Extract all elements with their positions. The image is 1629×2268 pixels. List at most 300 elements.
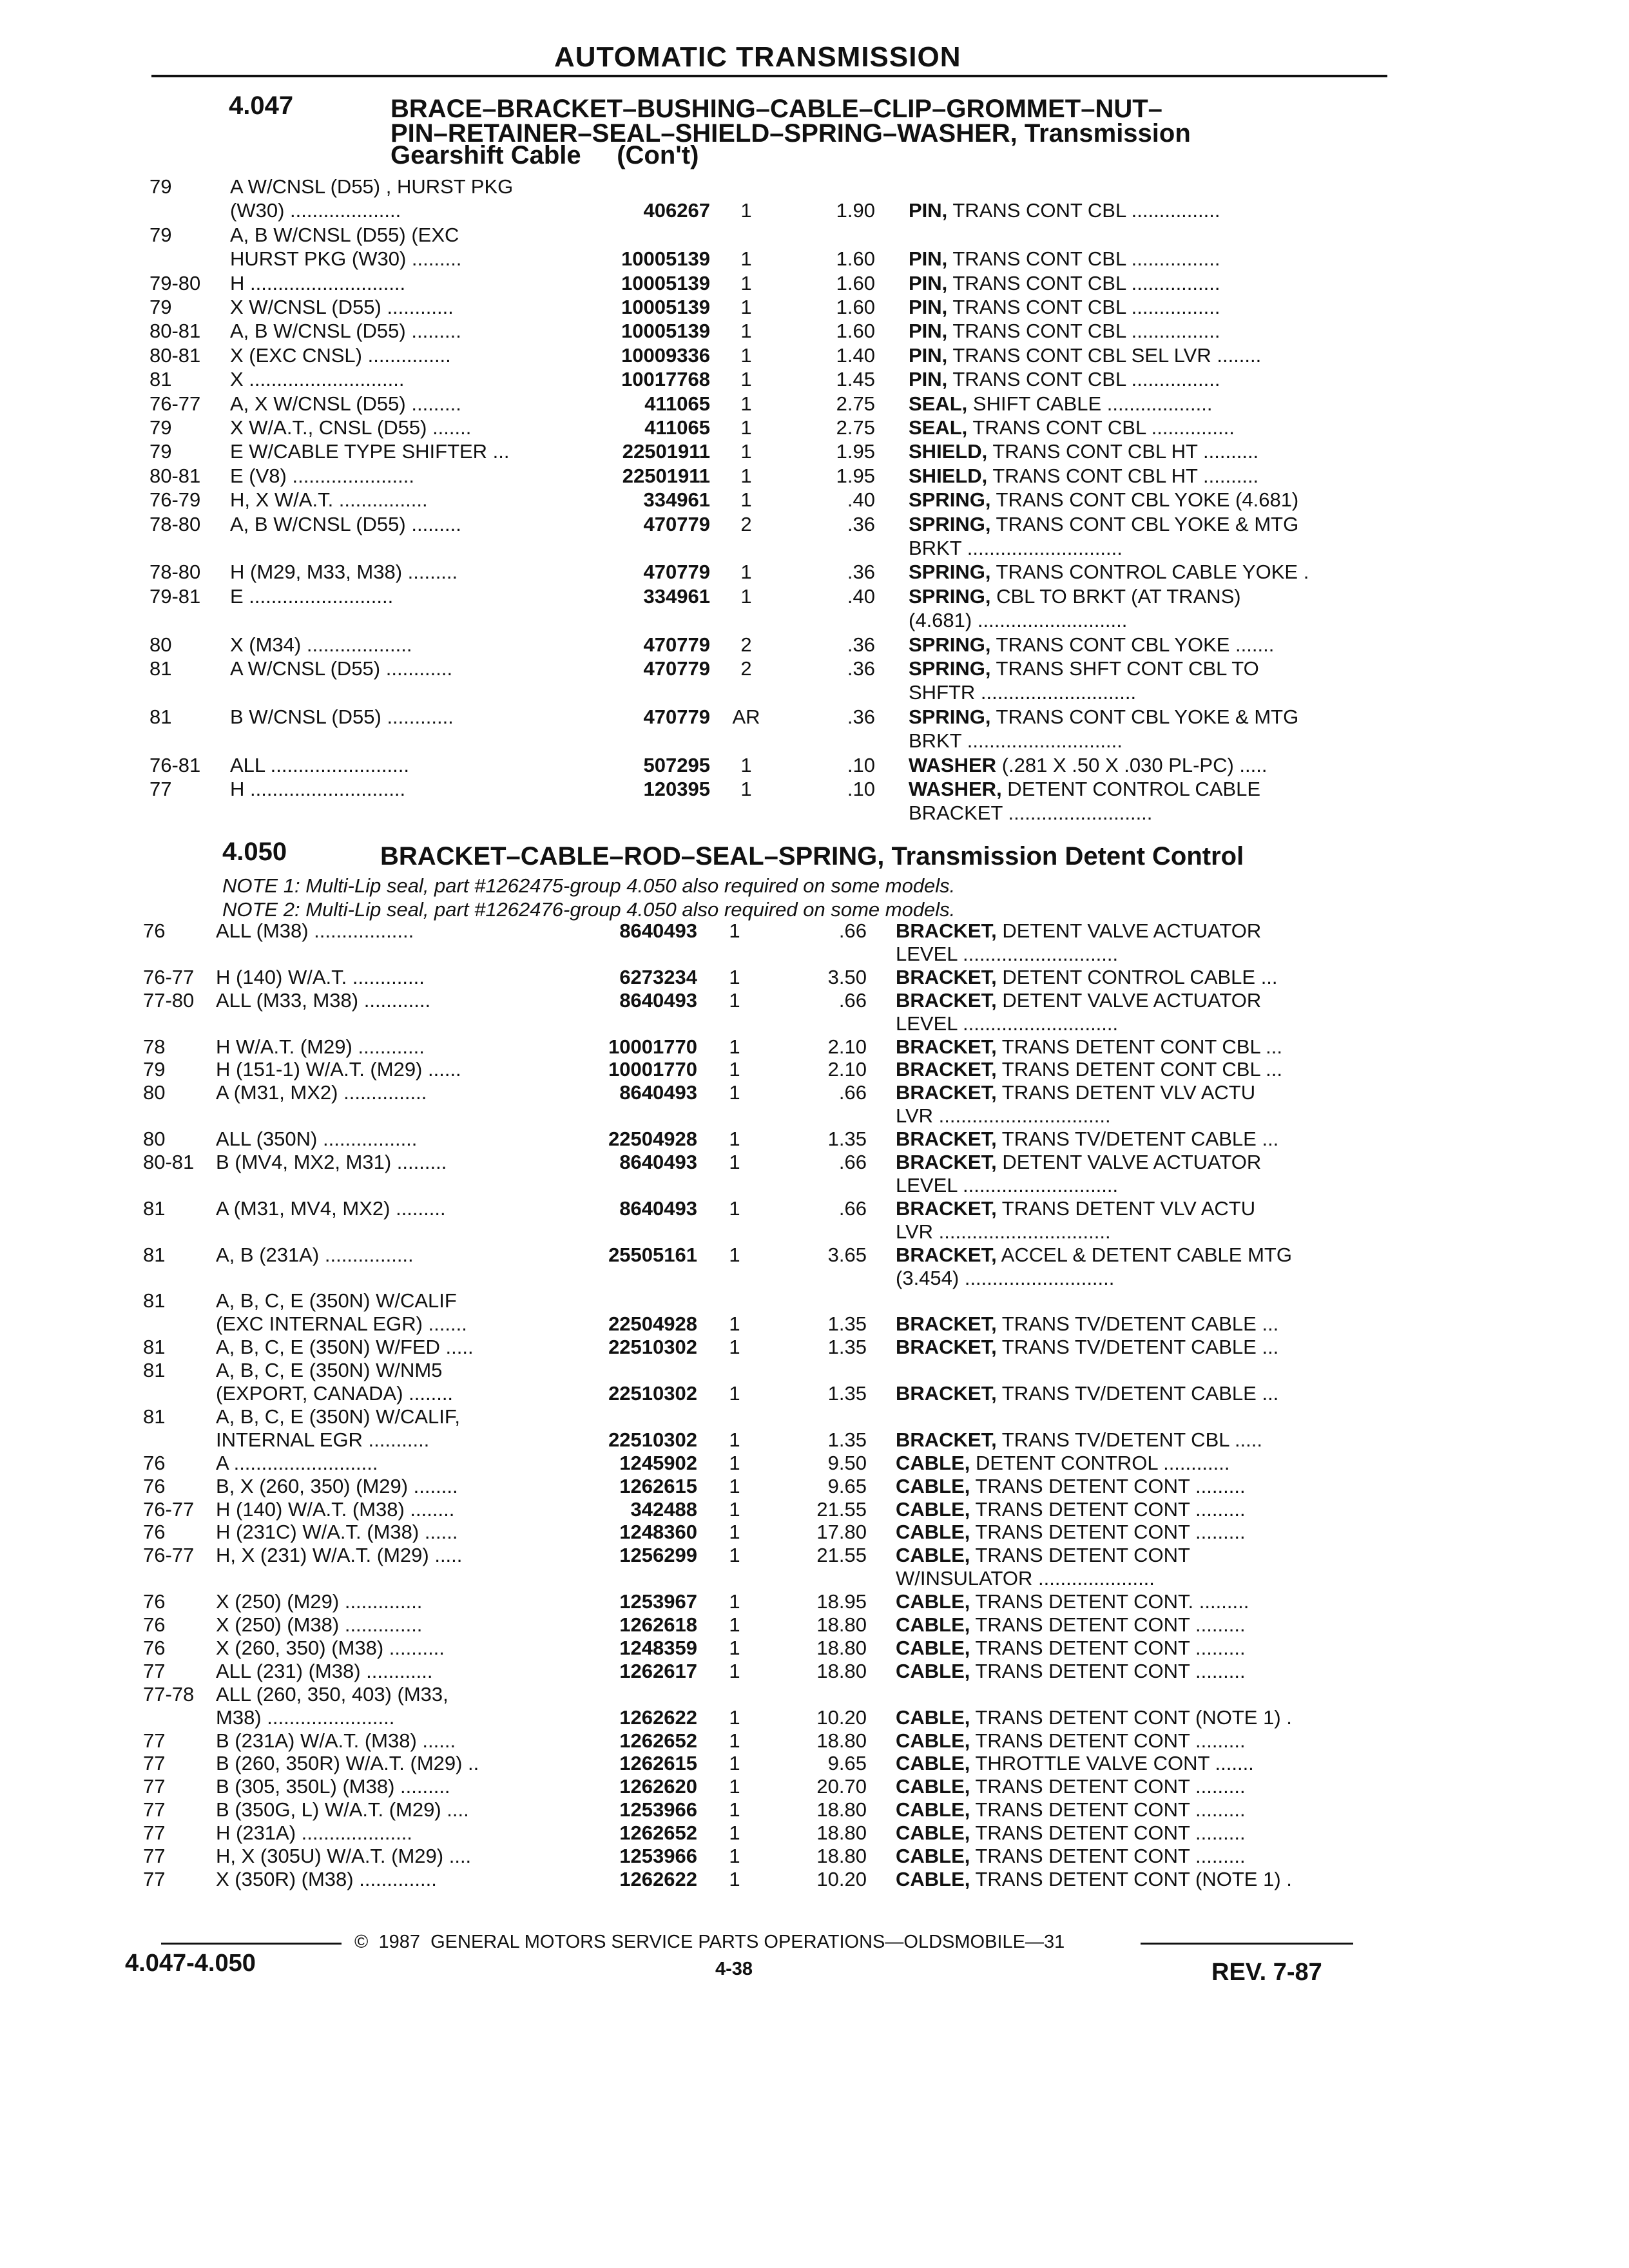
row-price: 18.80 (816, 1821, 867, 1845)
row-year: 80-81 (143, 1151, 195, 1173)
table-row (0, 609, 1629, 635)
row-part-number: 10009336 (621, 343, 710, 367)
row-part-number: 470779 (643, 633, 710, 656)
row-description-text: TRANS TV/DETENT CABLE ... (996, 1128, 1279, 1151)
row-description-keyword: CABLE, (896, 1613, 970, 1636)
row-description (896, 1035, 1366, 1059)
row-year: 81 (149, 705, 172, 728)
row-description (909, 681, 1379, 704)
row-description (896, 1104, 1366, 1128)
row-quantity: 1 (729, 1058, 740, 1081)
row-description (896, 1821, 1366, 1845)
row-description-keyword: CABLE, (896, 1845, 970, 1867)
row-quantity: 1 (729, 1382, 740, 1405)
section-title-4050: BRACKET–CABLE–ROD–SEAL–SPRING, Transmission Detent Control (380, 842, 1244, 870)
row-description-keyword: CABLE, (896, 1544, 970, 1567)
row-quantity: 1 (740, 343, 752, 367)
row-description-text: DETENT VALVE ACTUATOR (996, 988, 1262, 1012)
row-description (896, 1845, 1366, 1868)
table-row (0, 1289, 1629, 1315)
row-application: A, B, C, E (350N) W/CALIF (216, 1289, 457, 1312)
row-description (909, 729, 1379, 753)
row-description-text: TRANS TV/DETENT CABLE ... (996, 1382, 1279, 1405)
row-description-keyword: PIN, (909, 343, 948, 367)
row-quantity: 1 (729, 1775, 740, 1798)
row-application: H W/A.T. (M29) ............ (216, 1035, 425, 1058)
row-description-keyword: SEAL, (909, 416, 968, 439)
row-description-keyword: CABLE, (896, 1798, 970, 1821)
row-application: ALL ......................... (230, 753, 409, 776)
row-description (896, 1081, 1366, 1104)
table-row (0, 561, 1629, 586)
row-year: 76-79 (149, 488, 201, 512)
row-part-number: 22501911 (622, 464, 710, 487)
row-year: 80 (143, 1128, 166, 1151)
row-price: .40 (847, 584, 875, 608)
row-description-text: TRANS DETENT CONT ......... (970, 1521, 1246, 1544)
row-year: 81 (143, 1289, 166, 1312)
row-description-text: TRANS CONT CBL ................ (947, 199, 1220, 222)
row-part-number: 1262652 (619, 1729, 697, 1752)
table-row (0, 754, 1629, 780)
row-description-text: TRANS CONT CBL SEL LVR ........ (947, 343, 1262, 367)
row-description-text: TRANS DETENT CONT. ......... (970, 1590, 1249, 1613)
row-quantity: 1 (729, 1196, 740, 1220)
row-year: 76-77 (143, 1544, 195, 1567)
row-description-text: CBL TO BRKT (AT TRANS) (990, 584, 1241, 608)
row-price: .36 (847, 705, 875, 728)
row-quantity: 1 (729, 1613, 740, 1636)
row-description (909, 609, 1379, 632)
row-price: .40 (847, 488, 875, 512)
row-part-number: 507295 (643, 753, 710, 776)
table-row (0, 1405, 1629, 1431)
row-application: B (MV4, MX2, M31) ......... (216, 1151, 447, 1173)
table-row (0, 706, 1629, 731)
row-description-text: TRANS DETENT CONT (NOTE 1) . (970, 1706, 1292, 1729)
row-application: (EXPORT, CANADA) ........ (216, 1382, 454, 1405)
row-year: 76 (143, 1474, 166, 1497)
row-price: 18.80 (816, 1845, 867, 1867)
row-price: .10 (847, 753, 875, 776)
table-row (0, 513, 1629, 539)
row-application: E .......................... (230, 584, 394, 608)
row-part-number: 1262622 (619, 1706, 697, 1729)
row-quantity: 1 (729, 1544, 740, 1567)
row-description-text: TRANS TV/DETENT CABLE ... (996, 1312, 1279, 1336)
row-year: 76-77 (143, 1497, 195, 1521)
row-description-text: TRANS TV/DETENT CBL ..... (996, 1428, 1263, 1451)
table-row (0, 1174, 1629, 1200)
row-quantity: 1 (740, 392, 752, 415)
row-description-text: LEVEL ............................ (896, 1012, 1119, 1035)
row-price: 1.95 (836, 440, 875, 463)
table-row (0, 1267, 1629, 1293)
row-price: 1.60 (836, 247, 875, 271)
row-quantity: 1 (729, 1821, 740, 1845)
row-year: 81 (149, 657, 172, 680)
row-description-keyword: BRACKET, (896, 1428, 997, 1451)
table-row (0, 1428, 1629, 1454)
section-title-line2: PIN–RETAINER–SEAL–SHIELD–SPRING–WASHER, Transmission (390, 119, 1191, 148)
row-application: H (140) W/A.T. (M38) ........ (216, 1497, 455, 1521)
row-application: A, X W/CNSL (D55) ......... (230, 392, 461, 415)
row-description (896, 1544, 1366, 1567)
row-quantity: 1 (729, 1729, 740, 1752)
row-description (909, 802, 1379, 825)
row-price: 18.80 (816, 1798, 867, 1821)
row-description-text: SHIFT CABLE ................... (967, 392, 1213, 415)
row-description-keyword: SPRING, (909, 512, 991, 535)
table-row (0, 1359, 1629, 1385)
row-description-text: TRANS CONT CBL HT .......... (987, 464, 1259, 487)
row-application: H, X W/A.T. ................ (230, 488, 428, 512)
table-row (0, 392, 1629, 418)
row-description-keyword: PIN, (909, 271, 948, 294)
row-price: 18.80 (816, 1659, 867, 1682)
row-quantity: 1 (740, 199, 752, 222)
row-description-text: TRANS CONT CBL ................ (947, 271, 1220, 294)
row-description (909, 585, 1379, 608)
row-price: 1.60 (836, 296, 875, 318)
table-row (0, 1613, 1629, 1639)
row-quantity: 1 (729, 965, 740, 988)
row-description-text: LEVEL ............................ (896, 942, 1119, 965)
row-description-keyword: CABLE, (896, 1636, 970, 1659)
row-description (909, 513, 1379, 536)
row-quantity: 1 (740, 753, 752, 776)
footer-rule-right (1141, 1943, 1353, 1945)
row-price: 17.80 (816, 1521, 867, 1544)
row-quantity: 1 (740, 561, 752, 584)
row-price: 1.60 (836, 320, 875, 343)
row-description (896, 1058, 1366, 1081)
row-description-text: (.281 X .50 X .030 PL-PC) ..... (996, 753, 1268, 776)
row-description (896, 1244, 1366, 1267)
row-description-keyword: BRACKET, (896, 1336, 997, 1359)
note-1: NOTE 1: Multi-Lip seal, part #1262475-group 4.050 also required on some models. (222, 874, 956, 897)
row-application: H (231C) W/A.T. (M38) ...... (216, 1521, 458, 1544)
row-description-keyword: SPRING, (909, 657, 991, 680)
row-description-keyword: CABLE, (896, 1590, 970, 1613)
row-year: 77 (143, 1867, 166, 1890)
table-row (0, 320, 1629, 345)
row-price: 1.35 (827, 1128, 867, 1151)
row-price: 20.70 (816, 1775, 867, 1798)
row-description-keyword: SPRING, (909, 584, 991, 608)
row-description-text: DETENT VALVE ACTUATOR (996, 1151, 1262, 1173)
row-description (909, 344, 1379, 367)
row-application: (EXC INTERNAL EGR) ....... (216, 1312, 467, 1336)
table-row (0, 1798, 1629, 1824)
row-description-keyword: BRACKET, (896, 1382, 997, 1405)
row-description (909, 465, 1379, 488)
row-description (909, 416, 1379, 439)
row-price: 21.55 (816, 1544, 867, 1567)
row-year: 76 (143, 1613, 166, 1636)
row-application: A, B W/CNSL (D55) (EXC (230, 223, 459, 246)
table-row (0, 966, 1629, 992)
row-price: .10 (847, 778, 875, 800)
row-quantity: 2 (740, 512, 752, 535)
row-description (896, 1428, 1366, 1452)
row-year: 77-78 (143, 1682, 195, 1706)
row-year: 81 (143, 1359, 166, 1382)
table-row (0, 1382, 1629, 1408)
row-price: .66 (838, 988, 867, 1012)
row-description (909, 199, 1379, 222)
row-price: 1.95 (836, 464, 875, 487)
row-application: B (231A) W/A.T. (M38) ...... (216, 1729, 456, 1752)
row-quantity: 1 (740, 778, 752, 800)
row-description-keyword: CABLE, (896, 1706, 970, 1729)
row-description (896, 1128, 1366, 1151)
row-quantity: 1 (729, 1798, 740, 1821)
table-row (0, 1035, 1629, 1061)
row-description (896, 1613, 1366, 1637)
row-description-text: TRANS DETENT VLV ACTU (996, 1081, 1256, 1104)
row-year: 77 (143, 1752, 166, 1775)
row-description-keyword: SPRING, (909, 561, 991, 584)
row-description (896, 919, 1366, 943)
row-description-text: TRANS DETENT CONT ......... (970, 1845, 1246, 1867)
row-application: X (250) (M29) .............. (216, 1590, 423, 1613)
table-row (0, 199, 1629, 225)
row-description-text: (4.681) ........................... (909, 609, 1128, 632)
table-row (0, 778, 1629, 803)
row-price: 10.20 (816, 1867, 867, 1890)
row-description (896, 1151, 1366, 1174)
row-description-keyword: CABLE, (896, 1497, 970, 1521)
row-description (896, 1729, 1366, 1753)
row-description-text: TRANS CONT CBL YOKE (4.681) (990, 488, 1299, 512)
row-year: 76-77 (149, 392, 201, 415)
table-row (0, 1637, 1629, 1662)
row-description-text: TRANS CONT CBL YOKE & MTG (990, 705, 1299, 728)
row-description-keyword: BRACKET, (896, 1151, 997, 1173)
row-quantity: 1 (740, 488, 752, 512)
row-application: A, B, C, E (350N) W/NM5 (216, 1359, 443, 1382)
row-part-number: 1245902 (619, 1451, 697, 1474)
row-year: 76 (143, 1451, 166, 1474)
row-part-number: 22504928 (608, 1312, 697, 1336)
table-row (0, 1081, 1629, 1107)
row-application: A, B W/CNSL (D55) ......... (230, 320, 461, 343)
row-year: 81 (143, 1405, 166, 1428)
row-year: 79-81 (149, 584, 201, 608)
row-part-number: 8640493 (619, 1196, 697, 1220)
row-description-keyword: CABLE, (896, 1729, 970, 1752)
row-description-keyword: PIN, (909, 368, 948, 391)
row-price: 21.55 (816, 1497, 867, 1521)
row-year: 80-81 (149, 343, 201, 367)
row-description-keyword: WASHER, (909, 778, 1002, 800)
row-price: 18.80 (816, 1613, 867, 1636)
row-description-text: TRANS CONT CBL YOKE & MTG (990, 512, 1299, 535)
row-description (896, 1312, 1366, 1336)
row-description (896, 1174, 1366, 1197)
row-quantity: 2 (740, 657, 752, 680)
table-row (0, 247, 1629, 273)
row-description (896, 1336, 1366, 1359)
row-description-text: BRKT ............................ (909, 729, 1123, 753)
row-description-keyword: WASHER (909, 753, 997, 776)
row-part-number: 1248359 (619, 1636, 697, 1659)
row-application: B, X (260, 350) (M29) ........ (216, 1474, 458, 1497)
row-description-text: TRANS CONT CBL ................ (947, 320, 1220, 343)
row-part-number: 1253967 (619, 1590, 697, 1613)
table-row (0, 368, 1629, 394)
row-price: 18.80 (816, 1729, 867, 1752)
row-application: ALL (M33, M38) ............ (216, 988, 431, 1012)
row-quantity: 1 (740, 247, 752, 271)
row-part-number: 470779 (643, 657, 710, 680)
row-application: A .......................... (216, 1451, 378, 1474)
row-quantity: 1 (729, 919, 740, 942)
row-description-text: TRANS DETENT CONT ......... (970, 1497, 1246, 1521)
row-application: ALL (350N) ................. (216, 1128, 418, 1151)
row-quantity: 1 (729, 1451, 740, 1474)
row-description (909, 247, 1379, 271)
row-description (909, 754, 1379, 777)
row-description-keyword: CABLE, (896, 1752, 970, 1775)
row-description-keyword: PIN, (909, 296, 948, 318)
row-application: B (350G, L) W/A.T. (M29) .... (216, 1798, 469, 1821)
row-part-number: 342488 (630, 1497, 697, 1521)
row-application: B W/CNSL (D55) ............ (230, 705, 454, 728)
row-description-text: DETENT CONTROL CABLE (1001, 778, 1261, 800)
row-price: .36 (847, 561, 875, 584)
row-price: 9.65 (827, 1474, 867, 1497)
page-header-title: AUTOMATIC TRANSMISSION (554, 41, 961, 73)
row-description-text: (3.454) ........................... (896, 1266, 1115, 1289)
row-quantity: 1 (729, 1867, 740, 1890)
row-description-keyword: CABLE, (896, 1474, 970, 1497)
row-price: .66 (838, 1081, 867, 1104)
row-application: X ............................ (230, 368, 405, 391)
row-description-keyword: BRACKET, (896, 1196, 997, 1220)
row-price: 1.40 (836, 343, 875, 367)
row-description (909, 488, 1379, 512)
table-row (0, 1128, 1629, 1153)
row-description (896, 1775, 1366, 1798)
table-row (0, 465, 1629, 490)
row-description-text: TRANS CONT CBL ................ (947, 296, 1220, 318)
row-description-keyword: SPRING, (909, 633, 991, 656)
row-description-keyword: CABLE, (896, 1451, 970, 1474)
row-description (896, 1498, 1366, 1521)
row-price: 2.10 (827, 1058, 867, 1081)
row-year: 79 (143, 1058, 166, 1081)
row-year: 77 (143, 1845, 166, 1867)
row-quantity: 1 (729, 1474, 740, 1497)
footer-revision: REV. 7-87 (1211, 1959, 1322, 1986)
row-part-number: 470779 (643, 561, 710, 584)
row-price: 3.50 (827, 965, 867, 988)
row-description-text: TRANS DETENT CONT ......... (970, 1729, 1246, 1752)
row-description-text: ACCEL & DETENT CABLE MTG (996, 1243, 1292, 1266)
row-application: B (260, 350R) W/A.T. (M29) .. (216, 1752, 479, 1775)
row-part-number: 22501911 (622, 440, 710, 463)
row-description-text: TRANS CONT CBL ................ (947, 368, 1220, 391)
row-part-number: 120395 (643, 778, 710, 800)
row-quantity: 1 (729, 1752, 740, 1775)
row-description-keyword: BRACKET, (896, 919, 997, 942)
row-description (896, 1220, 1366, 1244)
row-price: 18.80 (816, 1636, 867, 1659)
row-part-number: 8640493 (619, 1151, 697, 1173)
row-part-number: 1262622 (619, 1867, 697, 1890)
row-year: 80 (149, 633, 172, 656)
row-application: X W/A.T., CNSL (D55) ....... (230, 416, 472, 439)
row-description-text: TRANS DETENT CONT (NOTE 1) . (970, 1867, 1292, 1890)
row-part-number: 411065 (644, 392, 710, 415)
row-description-keyword: BRACKET, (896, 988, 997, 1012)
row-description-text: TRANS CONT CBL YOKE ....... (990, 633, 1275, 656)
table-row (0, 1104, 1629, 1130)
row-description (896, 1660, 1366, 1683)
row-application: E W/CABLE TYPE SHIFTER ... (230, 440, 510, 463)
row-description (896, 1197, 1366, 1220)
row-year: 77 (143, 1729, 166, 1752)
row-application: A (M31, MX2) ............... (216, 1081, 427, 1104)
row-part-number: 25505161 (608, 1243, 697, 1266)
row-price: 1.35 (827, 1382, 867, 1405)
row-application: A (M31, MV4, MX2) ......... (216, 1196, 446, 1220)
row-application: ALL (231) (M38) ............ (216, 1659, 433, 1682)
row-description-keyword: BRACKET, (896, 1243, 997, 1266)
row-application: INTERNAL EGR ........... (216, 1428, 430, 1451)
row-quantity: 1 (729, 1659, 740, 1682)
row-price: 9.65 (827, 1752, 867, 1775)
row-year: 77 (143, 1775, 166, 1798)
row-application: X (250) (M38) .............. (216, 1613, 423, 1636)
row-price: 2.10 (827, 1035, 867, 1058)
row-application: A W/CNSL (D55) , HURST PKG (230, 175, 514, 198)
table-row (0, 1475, 1629, 1501)
table-row (0, 416, 1629, 442)
row-description-text: THROTTLE VALVE CONT ....... (970, 1752, 1254, 1775)
row-description-text: TRANS CONT CBL ............... (967, 416, 1235, 439)
row-description (909, 296, 1379, 319)
row-quantity: 2 (740, 633, 752, 656)
row-price: 1.35 (827, 1312, 867, 1336)
row-description-text: DETENT CONTROL ............ (970, 1451, 1230, 1474)
row-application: A, B W/CNSL (D55) ......... (230, 512, 461, 535)
row-year: 79 (149, 223, 172, 246)
section-number-4047: 4.047 (229, 91, 294, 120)
row-year: 80-81 (149, 320, 201, 343)
row-description (909, 392, 1379, 416)
row-year: 79 (149, 296, 172, 318)
section-title-line3: Gearshift Cable (Con't) (390, 141, 699, 169)
row-price: 1.60 (836, 271, 875, 294)
row-application: (W30) .................... (230, 199, 401, 222)
row-part-number: 334961 (643, 584, 710, 608)
row-year: 78-80 (149, 512, 201, 535)
table-row (0, 585, 1629, 611)
row-price: 2.75 (836, 416, 875, 439)
row-application: X W/CNSL (D55) ............ (230, 296, 454, 318)
row-description (896, 989, 1366, 1012)
row-quantity: 1 (740, 440, 752, 463)
row-year: 80-81 (149, 464, 201, 487)
row-description-text: TRANS DETENT CONT ......... (970, 1821, 1246, 1845)
row-description (909, 633, 1379, 657)
row-description-text: TRANS CONT CBL HT .......... (987, 440, 1259, 463)
row-description (896, 1637, 1366, 1660)
row-price: 3.65 (827, 1243, 867, 1266)
